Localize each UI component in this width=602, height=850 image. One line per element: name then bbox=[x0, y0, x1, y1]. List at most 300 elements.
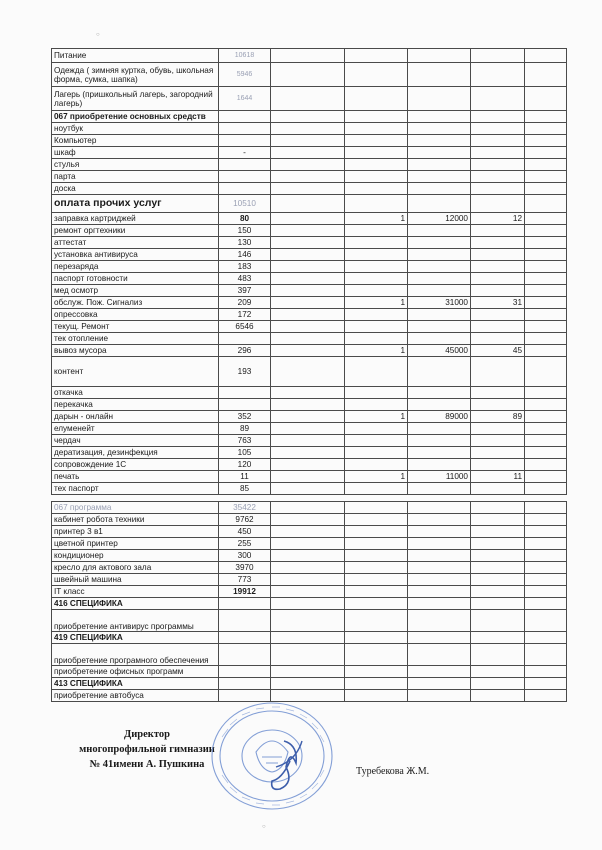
table-cell: 45 bbox=[471, 345, 525, 357]
table-row bbox=[52, 399, 567, 411]
item-name-cell: паспорт готовности bbox=[52, 273, 219, 285]
table-cell bbox=[271, 63, 345, 87]
table-cell bbox=[408, 690, 471, 702]
table-cell bbox=[471, 225, 525, 237]
table-cell bbox=[525, 459, 567, 471]
table-cell bbox=[525, 321, 567, 333]
table-cell: 31000 bbox=[408, 297, 471, 309]
table-cell bbox=[408, 483, 471, 495]
item-name-cell: парта bbox=[52, 171, 219, 183]
table-cell bbox=[525, 690, 567, 702]
table-cell bbox=[345, 526, 408, 538]
item-name-cell: вывоз мусора bbox=[52, 345, 219, 357]
amount-cell bbox=[219, 399, 271, 411]
table-cell bbox=[345, 644, 408, 666]
amount-cell: 146 bbox=[219, 249, 271, 261]
table-row bbox=[52, 171, 567, 183]
table-row bbox=[52, 297, 567, 309]
item-name-cell: кондиционер bbox=[52, 550, 219, 562]
table-cell bbox=[271, 483, 345, 495]
table-row bbox=[52, 610, 567, 632]
table-cell bbox=[408, 261, 471, 273]
table-row bbox=[52, 273, 567, 285]
table-cell bbox=[345, 333, 408, 345]
table-cell bbox=[271, 586, 345, 598]
table-cell: 11000 bbox=[408, 471, 471, 483]
table-cell bbox=[271, 357, 345, 387]
table-cell: 12000 bbox=[408, 213, 471, 225]
table-cell bbox=[408, 159, 471, 171]
table-cell bbox=[471, 502, 525, 514]
table-cell bbox=[408, 666, 471, 678]
amount-cell bbox=[219, 333, 271, 345]
table-cell bbox=[271, 471, 345, 483]
amount-cell: 11 bbox=[219, 471, 271, 483]
table-row bbox=[52, 678, 567, 690]
table-cell bbox=[525, 610, 567, 632]
table-cell bbox=[525, 345, 567, 357]
table-row bbox=[52, 111, 567, 123]
item-name-cell: аттестат bbox=[52, 237, 219, 249]
table-cell bbox=[525, 483, 567, 495]
table-cell bbox=[471, 447, 525, 459]
table-cell bbox=[271, 123, 345, 135]
table-cell bbox=[471, 49, 525, 63]
amount-cell: 3970 bbox=[219, 562, 271, 574]
table-cell bbox=[345, 135, 408, 147]
table-cell bbox=[408, 333, 471, 345]
table-cell bbox=[471, 632, 525, 644]
table-cell bbox=[271, 171, 345, 183]
table-cell bbox=[525, 562, 567, 574]
table-row bbox=[52, 237, 567, 249]
table-cell bbox=[345, 285, 408, 297]
table-cell bbox=[471, 147, 525, 159]
table-cell bbox=[408, 550, 471, 562]
director-name: Туребекова Ж.М. bbox=[356, 766, 430, 777]
table-cell bbox=[525, 644, 567, 666]
table-cell: 1 bbox=[345, 471, 408, 483]
table-cell: 1 bbox=[345, 213, 408, 225]
table-cell bbox=[525, 87, 567, 111]
table-cell bbox=[525, 399, 567, 411]
table-cell bbox=[271, 321, 345, 333]
item-name-cell: ноутбук bbox=[52, 123, 219, 135]
table-cell bbox=[271, 183, 345, 195]
amount-cell: 773 bbox=[219, 574, 271, 586]
table-cell bbox=[345, 574, 408, 586]
amount-cell: 19912 bbox=[219, 586, 271, 598]
table-cell bbox=[345, 273, 408, 285]
table-cell bbox=[408, 598, 471, 610]
table-cell bbox=[408, 285, 471, 297]
table-cell bbox=[525, 550, 567, 562]
item-name-cell: доска bbox=[52, 183, 219, 195]
item-name-cell: сопровождение 1С bbox=[52, 459, 219, 471]
table-cell bbox=[345, 459, 408, 471]
table-cell bbox=[471, 111, 525, 123]
table-cell: 1 bbox=[345, 297, 408, 309]
table-cell bbox=[471, 538, 525, 550]
item-name-cell: дарын - онлайн bbox=[52, 411, 219, 423]
table-cell bbox=[408, 273, 471, 285]
item-name-cell: дератизация, дезинфекция bbox=[52, 447, 219, 459]
amount-cell bbox=[219, 183, 271, 195]
amount-cell: 6546 bbox=[219, 321, 271, 333]
amount-cell bbox=[219, 666, 271, 678]
table-cell bbox=[408, 357, 471, 387]
budget-table-top bbox=[51, 48, 567, 495]
table-row bbox=[52, 514, 567, 526]
table-cell bbox=[525, 249, 567, 261]
table-cell bbox=[345, 423, 408, 435]
table-row bbox=[52, 538, 567, 550]
table-cell bbox=[345, 666, 408, 678]
table-cell bbox=[471, 574, 525, 586]
table-row bbox=[52, 147, 567, 159]
table-cell bbox=[525, 471, 567, 483]
table-cell bbox=[271, 423, 345, 435]
table-cell bbox=[408, 171, 471, 183]
table-cell bbox=[345, 399, 408, 411]
table-cell bbox=[471, 586, 525, 598]
table-cell bbox=[471, 63, 525, 87]
table-cell bbox=[471, 598, 525, 610]
table-row bbox=[52, 63, 567, 87]
table-cell bbox=[525, 225, 567, 237]
table-cell bbox=[271, 562, 345, 574]
table-row bbox=[52, 123, 567, 135]
table-cell bbox=[271, 411, 345, 423]
item-name-cell: 419 СПЕЦИФИКА bbox=[52, 632, 219, 644]
table-cell bbox=[271, 225, 345, 237]
table-cell bbox=[471, 399, 525, 411]
table-cell bbox=[345, 147, 408, 159]
item-name-cell: принтер 3 в1 bbox=[52, 526, 219, 538]
table-row bbox=[52, 550, 567, 562]
table-cell bbox=[271, 261, 345, 273]
table-cell bbox=[525, 598, 567, 610]
table-cell bbox=[408, 447, 471, 459]
table-cell bbox=[271, 285, 345, 297]
table-cell bbox=[525, 171, 567, 183]
table-cell bbox=[471, 644, 525, 666]
table-cell bbox=[408, 49, 471, 63]
table-cell bbox=[525, 49, 567, 63]
table-row bbox=[52, 471, 567, 483]
table-cell bbox=[408, 249, 471, 261]
item-name-cell: швейный машина bbox=[52, 574, 219, 586]
item-name-cell: 416 СПЕЦИФИКА bbox=[52, 598, 219, 610]
table-cell bbox=[408, 195, 471, 213]
amount-cell bbox=[219, 159, 271, 171]
table-row bbox=[52, 333, 567, 345]
table-row bbox=[52, 135, 567, 147]
table-cell bbox=[525, 333, 567, 345]
table-cell bbox=[345, 123, 408, 135]
table-cell: 89 bbox=[471, 411, 525, 423]
table-cell bbox=[525, 309, 567, 321]
table-cell bbox=[271, 333, 345, 345]
table-cell bbox=[525, 502, 567, 514]
table-cell bbox=[271, 632, 345, 644]
table-row bbox=[52, 411, 567, 423]
table-cell bbox=[345, 387, 408, 399]
amount-cell: 450 bbox=[219, 526, 271, 538]
table-cell bbox=[408, 387, 471, 399]
table-row bbox=[52, 321, 567, 333]
table-cell bbox=[271, 538, 345, 550]
amount-cell: 80 bbox=[219, 213, 271, 225]
amount-cell: 5946 bbox=[219, 63, 271, 87]
table-row bbox=[52, 447, 567, 459]
table-cell bbox=[345, 321, 408, 333]
item-name-cell: елуменейт bbox=[52, 423, 219, 435]
table-row bbox=[52, 574, 567, 586]
item-name-cell: Одежда ( зимняя куртка, обувь, школьная форма, сумка, шапка) bbox=[52, 63, 219, 87]
table-cell bbox=[345, 538, 408, 550]
table-cell bbox=[345, 690, 408, 702]
table-cell bbox=[471, 309, 525, 321]
table-cell bbox=[345, 237, 408, 249]
table-row bbox=[52, 357, 567, 387]
table-cell bbox=[525, 63, 567, 87]
table-cell bbox=[408, 147, 471, 159]
table-row bbox=[52, 666, 567, 678]
table-cell: 89000 bbox=[408, 411, 471, 423]
table-cell bbox=[345, 49, 408, 63]
table-row bbox=[52, 459, 567, 471]
table-cell bbox=[525, 237, 567, 249]
table-cell bbox=[525, 159, 567, 171]
table-cell bbox=[525, 423, 567, 435]
table-cell bbox=[408, 123, 471, 135]
amount-cell: 130 bbox=[219, 237, 271, 249]
item-name-cell: цветной принтер bbox=[52, 538, 219, 550]
table-row bbox=[52, 632, 567, 644]
table-cell bbox=[471, 423, 525, 435]
amount-cell bbox=[219, 644, 271, 666]
table-cell bbox=[345, 111, 408, 123]
table-cell bbox=[345, 171, 408, 183]
amount-cell: 85 bbox=[219, 483, 271, 495]
amount-cell bbox=[219, 135, 271, 147]
item-name-cell: приобретение автобуса bbox=[52, 690, 219, 702]
amount-cell: 10510 bbox=[219, 195, 271, 213]
table-cell bbox=[525, 514, 567, 526]
table-cell bbox=[471, 183, 525, 195]
amount-cell: 352 bbox=[219, 411, 271, 423]
table-cell bbox=[271, 195, 345, 213]
item-name-cell: IT класс bbox=[52, 586, 219, 598]
table-cell bbox=[408, 321, 471, 333]
amount-cell: 296 bbox=[219, 345, 271, 357]
item-name-cell: печать bbox=[52, 471, 219, 483]
item-name-cell: Лагерь (пришкольный лагерь, загородний лагерь) bbox=[52, 87, 219, 111]
table-cell: 45000 bbox=[408, 345, 471, 357]
table-cell bbox=[408, 135, 471, 147]
table-cell bbox=[471, 333, 525, 345]
table-cell bbox=[408, 644, 471, 666]
table-cell bbox=[471, 610, 525, 632]
table-cell bbox=[271, 574, 345, 586]
table-row bbox=[52, 435, 567, 447]
table-cell bbox=[271, 644, 345, 666]
table-cell bbox=[408, 586, 471, 598]
amount-cell bbox=[219, 171, 271, 183]
item-name-cell: кабинет робота техники bbox=[52, 514, 219, 526]
table-cell bbox=[345, 514, 408, 526]
item-name-cell: кресло для актового зала bbox=[52, 562, 219, 574]
table-cell bbox=[345, 550, 408, 562]
table-cell bbox=[471, 387, 525, 399]
table-cell: 1 bbox=[345, 345, 408, 357]
amount-cell bbox=[219, 610, 271, 632]
item-name-cell: заправка картриджей bbox=[52, 213, 219, 225]
official-seal-stamp bbox=[206, 697, 338, 815]
table-cell bbox=[345, 87, 408, 111]
table-row bbox=[52, 644, 567, 666]
table-row bbox=[52, 502, 567, 514]
amount-cell: 255 bbox=[219, 538, 271, 550]
table-row bbox=[52, 159, 567, 171]
table-cell bbox=[525, 586, 567, 598]
table-cell bbox=[525, 435, 567, 447]
table-cell bbox=[525, 285, 567, 297]
amount-cell: 35422 bbox=[219, 502, 271, 514]
item-name-cell: стулья bbox=[52, 159, 219, 171]
item-name-cell: опрессовка bbox=[52, 309, 219, 321]
table-cell bbox=[471, 159, 525, 171]
table-cell bbox=[408, 111, 471, 123]
table-cell bbox=[471, 562, 525, 574]
table-cell bbox=[471, 171, 525, 183]
table-cell bbox=[471, 550, 525, 562]
table-cell bbox=[271, 459, 345, 471]
table-cell: 31 bbox=[471, 297, 525, 309]
table-cell bbox=[525, 526, 567, 538]
table-row bbox=[52, 526, 567, 538]
table-cell bbox=[408, 526, 471, 538]
table-cell bbox=[345, 632, 408, 644]
table-cell bbox=[408, 423, 471, 435]
table-cell bbox=[271, 135, 345, 147]
item-name-cell: приобретение програмного обеспечения bbox=[52, 644, 219, 666]
table-cell bbox=[471, 321, 525, 333]
table-cell bbox=[271, 49, 345, 63]
table-cell bbox=[471, 666, 525, 678]
item-name-cell: чердач bbox=[52, 435, 219, 447]
table-row bbox=[52, 87, 567, 111]
table-cell bbox=[471, 273, 525, 285]
table-cell bbox=[271, 678, 345, 690]
amount-cell: 209 bbox=[219, 297, 271, 309]
table-cell bbox=[525, 447, 567, 459]
table-cell bbox=[271, 435, 345, 447]
table-cell bbox=[271, 297, 345, 309]
amount-cell: 150 bbox=[219, 225, 271, 237]
table-cell bbox=[471, 690, 525, 702]
table-row bbox=[52, 285, 567, 297]
table-cell bbox=[408, 183, 471, 195]
amount-cell: 120 bbox=[219, 459, 271, 471]
table-row bbox=[52, 183, 567, 195]
table-cell bbox=[471, 123, 525, 135]
item-name-cell: мед осмотр bbox=[52, 285, 219, 297]
table-cell bbox=[271, 273, 345, 285]
amount-cell: 172 bbox=[219, 309, 271, 321]
amount-cell bbox=[219, 678, 271, 690]
item-name-cell: Питание bbox=[52, 49, 219, 63]
table-cell bbox=[271, 514, 345, 526]
table-cell bbox=[345, 195, 408, 213]
amount-cell bbox=[219, 123, 271, 135]
table-row bbox=[52, 483, 567, 495]
amount-cell: 763 bbox=[219, 435, 271, 447]
table-cell bbox=[345, 502, 408, 514]
table-cell bbox=[345, 225, 408, 237]
table-cell bbox=[271, 213, 345, 225]
table-row bbox=[52, 225, 567, 237]
table-cell: 12 bbox=[471, 213, 525, 225]
table-row bbox=[52, 49, 567, 63]
table-cell bbox=[271, 447, 345, 459]
table-cell bbox=[471, 237, 525, 249]
table-cell bbox=[271, 399, 345, 411]
table-cell bbox=[271, 249, 345, 261]
table-row bbox=[52, 586, 567, 598]
table-cell bbox=[271, 111, 345, 123]
table-cell bbox=[345, 435, 408, 447]
table-cell bbox=[271, 666, 345, 678]
table-cell bbox=[345, 447, 408, 459]
amount-cell: 89 bbox=[219, 423, 271, 435]
table-cell bbox=[471, 678, 525, 690]
item-name-cell: 067 приобретение основных средств bbox=[52, 111, 219, 123]
amount-cell bbox=[219, 111, 271, 123]
table-cell bbox=[345, 63, 408, 87]
table-cell bbox=[345, 562, 408, 574]
table-cell bbox=[525, 538, 567, 550]
table-cell bbox=[408, 514, 471, 526]
table-cell bbox=[345, 309, 408, 321]
table-row bbox=[52, 345, 567, 357]
table-row bbox=[52, 249, 567, 261]
table-cell bbox=[408, 309, 471, 321]
table-cell: 11 bbox=[471, 471, 525, 483]
amount-cell bbox=[219, 632, 271, 644]
table-row bbox=[52, 598, 567, 610]
table-cell bbox=[271, 526, 345, 538]
table-cell bbox=[471, 459, 525, 471]
table-cell bbox=[471, 526, 525, 538]
item-name-cell: шкаф bbox=[52, 147, 219, 159]
table-cell bbox=[471, 514, 525, 526]
table-cell: 1 bbox=[345, 411, 408, 423]
table-cell bbox=[345, 483, 408, 495]
table-cell bbox=[408, 562, 471, 574]
table-cell bbox=[525, 666, 567, 678]
table-cell bbox=[408, 610, 471, 632]
table-cell bbox=[408, 399, 471, 411]
table-cell bbox=[271, 87, 345, 111]
table-cell bbox=[471, 195, 525, 213]
item-name-cell: приобретение офисных программ bbox=[52, 666, 219, 678]
table-cell bbox=[525, 213, 567, 225]
table-cell bbox=[345, 586, 408, 598]
table-cell bbox=[408, 459, 471, 471]
amount-cell: 397 bbox=[219, 285, 271, 297]
